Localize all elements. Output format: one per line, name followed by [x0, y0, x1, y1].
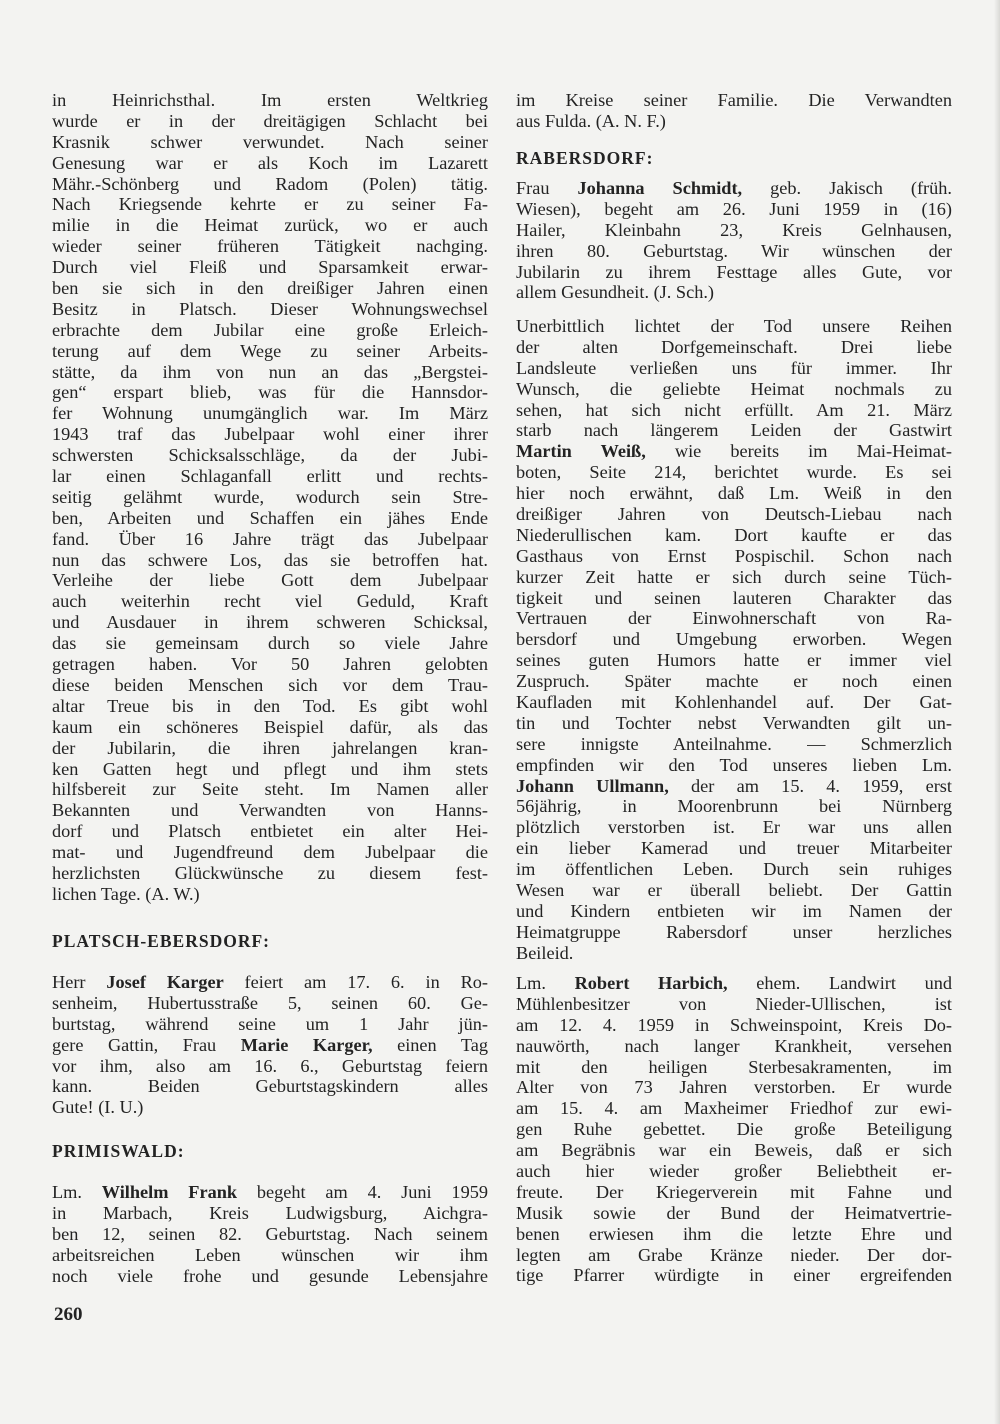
text-segment: allem Gesundheit. (J. Sch.) — [516, 282, 715, 303]
text-segment: fer Wohnung unumgänglich war. Im März — [52, 403, 488, 424]
text-line — [516, 546, 952, 567]
text-line — [516, 943, 952, 964]
text-line — [52, 759, 488, 780]
text-line — [516, 1098, 952, 1119]
text-line — [52, 299, 488, 320]
text-line — [52, 278, 488, 299]
text-line — [516, 994, 952, 1015]
text-segment: und Ausdauer in ihrem schweren Schicksal, — [52, 612, 488, 633]
text-line — [52, 696, 488, 717]
text-segment: freute. Der Kriegerverein mit Fahne und — [516, 1181, 952, 1202]
text-segment: das sie gemeinsam durch so viele Jahre — [52, 633, 488, 654]
text-segment: nauwörth, nach langer Krankheit, versehen — [516, 1035, 952, 1056]
text-line — [516, 1015, 952, 1036]
text-line — [52, 1203, 488, 1224]
text-segment: Jubilarin zu ihrem Festtage alles Gute, vor — [516, 261, 952, 282]
text-line — [52, 1035, 488, 1056]
text-segment: dreißiger Jahren von Deutsch-Liebau nach — [516, 504, 952, 525]
text-segment: einen Tag — [372, 1034, 488, 1055]
text-segment: wie bereits im Mai-Heimat- — [645, 441, 952, 462]
text-line — [52, 508, 488, 529]
text-line — [516, 199, 952, 220]
text-segment: ben 12, seinen 82. Geburtstag. Nach seinem — [52, 1223, 488, 1244]
paragraph — [516, 178, 952, 303]
text-line — [52, 466, 488, 487]
person-name: Josef Karger — [106, 972, 224, 992]
text-segment: ken Gatten hegt und pflegt und ihm stets — [52, 758, 488, 779]
text-line — [516, 400, 952, 421]
paragraph — [52, 90, 488, 905]
text-line — [52, 487, 488, 508]
text-segment: Durch viel Fleiß und Sparsamkeit erwar- — [52, 257, 488, 278]
text-segment: ehem. Landwirt und — [727, 973, 953, 993]
text-segment: Vertrauen der Einwohnerschaft von Ra- — [516, 608, 952, 629]
text-line — [516, 973, 952, 994]
text-segment: auch hier wieder großer Beliebtheit er- — [516, 1161, 952, 1182]
text-line — [516, 671, 952, 692]
text-segment: und Kindern entbieten wir im Namen der — [516, 900, 952, 921]
text-segment: fand. Über 16 Jahre trägt das Jubelpaar — [52, 528, 488, 549]
text-segment: altar Treue bis in den Tod. Es gibt wohl — [52, 695, 488, 716]
text-line — [52, 738, 488, 759]
text-line — [516, 817, 952, 838]
text-line — [52, 111, 488, 132]
text-segment: geb. Jakisch (früh. — [742, 178, 952, 198]
text-line — [52, 1182, 488, 1203]
text-line — [52, 591, 488, 612]
text-line — [516, 1057, 952, 1078]
text-line — [516, 220, 952, 241]
text-line — [516, 1265, 952, 1286]
text-segment: Beileid. — [516, 942, 574, 963]
text-segment: Herr — [52, 972, 107, 992]
text-line — [516, 525, 952, 546]
text-line — [516, 504, 952, 525]
text-line — [516, 880, 952, 901]
text-line — [52, 215, 488, 236]
text-segment: Zuspruch. Später machte er noch einen — [516, 671, 952, 692]
text-line — [516, 462, 952, 483]
text-line — [516, 111, 952, 132]
text-line — [516, 1203, 952, 1224]
text-segment: Unerbittlich lichtet der Tod unsere Reihen — [516, 316, 952, 336]
text-segment: stätte, da ihm von nun an das „Bergstei- — [52, 361, 488, 382]
text-segment: kurzer Zeit hatte er sich durch seine Tüch- — [516, 566, 952, 587]
text-segment: wieder seiner früheren Tätigkeit nachging. — [52, 236, 488, 257]
text-segment: seines guten Humors hatte er immer viel — [516, 650, 952, 671]
section-heading: PRIMISWALD: — [52, 1141, 185, 1161]
paragraph — [516, 973, 952, 1286]
person-name: Martin Weiß, — [516, 441, 646, 462]
text-segment: lar einen Schlaganfall erlitt und rechts- — [52, 466, 488, 487]
text-segment: ben, Arbeiten und Schaffen ein jähes Ende — [52, 507, 488, 528]
text-segment: plötzlich verstorben ist. Er war uns allen — [516, 817, 952, 838]
text-segment: vor ihm, also am 16. 6., Geburtstag feiern — [52, 1055, 488, 1076]
text-line — [516, 90, 952, 111]
text-line — [516, 796, 952, 817]
text-segment: gen Ruhe gebettet. Die große Beteiligung — [516, 1119, 952, 1140]
text-line — [516, 1182, 952, 1203]
text-segment: tigkeit und seinen lauteren Charakter das — [516, 587, 952, 608]
person-name: Robert Harbich, — [574, 973, 728, 993]
text-line — [52, 1245, 488, 1266]
text-segment: Genesung war er als Koch im Lazarett — [52, 152, 488, 173]
text-segment: Heimatgruppe Rabersdorf unser herzliches — [516, 921, 952, 942]
text-segment: gere Gattin, Frau — [52, 1034, 241, 1055]
text-line — [516, 1161, 952, 1182]
text-segment: Mühlenbesitzer von Nieder-Ullischen, ist — [516, 993, 952, 1014]
text-segment: empfinden wir den Tod unseres lieben Lm. — [516, 754, 952, 775]
text-segment: Verleihe der liebe Gott dem Jubelpaar — [52, 570, 488, 591]
text-segment: herzlichsten Glückwünsche zu diesem fest- — [52, 862, 488, 883]
paragraph — [516, 316, 952, 964]
text-segment: bersdorf und Umgebung erworben. Wegen — [516, 629, 952, 650]
text-line — [516, 379, 952, 400]
person-name: Wilhelm Frank — [101, 1182, 238, 1202]
text-segment: mat- und Jugendfreund dem Jubelpaar die — [52, 842, 488, 863]
text-segment: hilfsbereit zur Seite steht. Im Namen aller — [52, 779, 488, 800]
text-line — [52, 1076, 488, 1097]
text-line — [52, 320, 488, 341]
text-segment: boten, Seite 214, berichtet wurde. Es sei — [516, 462, 952, 483]
text-line — [52, 675, 488, 696]
text-line — [516, 420, 952, 441]
text-line — [52, 821, 488, 842]
text-line — [52, 341, 488, 362]
text-line — [52, 884, 488, 905]
text-line — [52, 717, 488, 738]
text-line — [516, 650, 952, 671]
text-segment: im öffentlichen Leben. Durch sein ruhiges — [516, 859, 952, 880]
text-segment: tige Pfarrer würdigte in einer ergreifenden — [516, 1265, 952, 1286]
text-segment: Lm. — [52, 1182, 102, 1202]
text-line — [516, 755, 952, 776]
text-segment: dorf und Platsch entbietet ein alter Hei- — [52, 821, 488, 842]
text-segment: nun das schwere Los, das sie betroffen hat. — [52, 549, 488, 570]
text-segment: seitig gelähmt wurde, wodurch sein Stre- — [52, 486, 488, 507]
text-line — [52, 972, 488, 993]
text-segment: hier noch erwähnt, daß Lm. Weiß in den — [516, 483, 952, 504]
text-line — [52, 1097, 488, 1118]
text-segment: terung auf dem Wege zu seiner Arbeits- — [52, 340, 488, 361]
text-segment: Wiesen), begeht am 26. Juni 1959 in (16) — [516, 198, 952, 219]
text-line — [516, 629, 952, 650]
text-segment: diese beiden Menschen sich vor dem Trau- — [52, 674, 488, 695]
text-segment: aus Fulda. (A. N. F.) — [516, 110, 666, 131]
text-segment: erbrachte dem Jubilar eine große Erleich- — [52, 319, 488, 340]
section-heading: PLATSCH-EBERSDORF: — [52, 931, 270, 951]
text-segment: in Heinrichsthal. Im ersten Weltkrieg — [52, 90, 488, 110]
text-line — [516, 588, 952, 609]
text-segment: Musik sowie der Bund der Heimatvertrie- — [516, 1202, 952, 1223]
person-name: Johanna Schmidt, — [577, 178, 743, 198]
text-line — [516, 1077, 952, 1098]
text-segment: Wunsch, die geliebte Heimat nochmals zu — [516, 378, 952, 399]
text-line — [52, 842, 488, 863]
text-segment: gen“ erspart blieb, was für die Hannsdor- — [52, 382, 488, 403]
text-line — [52, 550, 488, 571]
text-line — [516, 1036, 952, 1057]
text-segment: 1943 traf das Jubelpaar wohl einer ihrer — [52, 424, 488, 445]
text-line — [516, 608, 952, 629]
text-segment: mit den heiligen Sterbesakramenten, im — [516, 1056, 952, 1077]
text-line — [516, 734, 952, 755]
text-segment: 56jährig, in Moorenbrunn bei Nürnberg — [516, 796, 952, 817]
text-segment: sere innigste Anteilnahme. — Schmerzlich — [516, 733, 952, 754]
text-line — [52, 445, 488, 466]
text-line — [52, 132, 488, 153]
text-line — [52, 654, 488, 675]
text-line — [516, 483, 952, 504]
text-line — [516, 1119, 952, 1140]
paragraph — [516, 90, 952, 132]
text-segment: schwersten Schicksalsschläge, da der Jubi- — [52, 445, 488, 466]
text-line — [516, 358, 952, 379]
text-line — [516, 1140, 952, 1161]
text-line — [52, 529, 488, 550]
text-line — [52, 194, 488, 215]
text-line — [52, 90, 488, 111]
text-line — [516, 859, 952, 880]
text-line — [52, 863, 488, 884]
text-segment: am 15. 4. am Maxheimer Friedhof zur ewi- — [516, 1098, 952, 1119]
text-line — [516, 1224, 952, 1245]
text-line — [52, 403, 488, 424]
text-segment: ihren 80. Geburtstag. Wir wünschen der — [516, 240, 952, 261]
text-line — [516, 692, 952, 713]
text-line — [516, 922, 952, 943]
text-line — [516, 241, 952, 262]
text-line — [52, 612, 488, 633]
text-segment: lichen Tage. (A. W.) — [52, 883, 200, 904]
text-segment: Krasnik schwer verwundet. Nach seiner — [52, 131, 488, 152]
paragraph — [52, 972, 488, 1118]
text-line — [52, 1224, 488, 1245]
text-line — [516, 282, 952, 303]
text-segment: wurde er in der dreitägigen Schlacht bei — [52, 110, 488, 131]
text-line — [52, 174, 488, 195]
section-heading: RABERSDORF: — [516, 148, 654, 168]
text-line — [516, 1245, 952, 1266]
text-line — [516, 337, 952, 358]
text-segment: Kaufladen mit Kohlenhandel auf. Der Gat- — [516, 692, 952, 713]
text-segment: der am 15. 4. 1959, erst — [668, 775, 952, 796]
text-line — [52, 362, 488, 383]
text-segment: Niederullischen kam. Dort kaufte er das — [516, 524, 952, 545]
text-segment: am Begräbnis war ein Beweis, daß er sich — [516, 1140, 952, 1161]
text-segment: auch weiterhin recht viel Geduld, Kraft — [52, 591, 488, 612]
text-segment: begeht am 4. Juni 1959 — [237, 1182, 488, 1202]
text-segment: Hailer, Kleinbahn 23, Kreis Gelnhausen, — [516, 219, 952, 240]
text-line — [52, 779, 488, 800]
text-segment: am 12. 4. 1959 in Schweinspoint, Kreis Do- — [516, 1014, 952, 1035]
text-segment: Wesen war er überall beliebt. Der Gattin — [516, 880, 952, 901]
text-segment: tin und Tochter nebst Verwandten gilt un- — [516, 712, 952, 733]
page-edge-shadow — [994, 0, 1000, 1424]
text-line — [516, 776, 952, 797]
text-segment: der alten Dorfgemeinschaft. Drei liebe — [516, 336, 952, 357]
text-segment: Gute! (I. U.) — [52, 1097, 144, 1118]
text-line — [516, 901, 952, 922]
person-name: Johann Ullmann, — [516, 775, 669, 796]
text-line — [52, 993, 488, 1014]
text-line — [52, 1014, 488, 1035]
text-segment: Bekannten und Verwandten von Hanns- — [52, 800, 488, 821]
text-line — [516, 567, 952, 588]
text-segment: Landsleute verließen uns für immer. Ihr — [516, 357, 952, 378]
text-segment: Frau — [516, 178, 578, 198]
text-segment: ein lieber Kamerad und treuer Mitarbeiter — [516, 838, 952, 859]
text-line — [52, 424, 488, 445]
text-segment: kann. Beiden Geburtstagskindern alles — [52, 1076, 488, 1097]
text-segment: Mähr.-Schönberg und Radom (Polen) tätig. — [52, 173, 488, 194]
text-segment: starb nach längerem Leiden der Gastwirt — [516, 420, 952, 441]
text-segment: arbeitsreichen Leben wünschen wir ihm — [52, 1244, 488, 1265]
text-segment: Nach Kriegsende kehrte er zu seiner Fa- — [52, 194, 488, 215]
text-line — [516, 441, 952, 462]
text-line — [516, 713, 952, 734]
text-segment: kaum ein schöneres Beispiel dafür, als das — [52, 716, 488, 737]
text-line — [52, 800, 488, 821]
paragraph — [52, 1182, 488, 1286]
text-segment: in Marbach, Kreis Ludwigsburg, Aichgra- — [52, 1202, 488, 1223]
text-line — [516, 838, 952, 859]
text-line — [52, 570, 488, 591]
text-line — [516, 262, 952, 283]
text-line — [52, 1266, 488, 1287]
person-name: Marie Karger, — [240, 1034, 373, 1055]
page-number: 260 — [54, 1304, 83, 1325]
text-segment: feiert am 17. 6. in Ro- — [223, 972, 489, 992]
text-segment: Lm. — [516, 973, 575, 993]
text-line — [52, 633, 488, 654]
text-segment: milie in die Heimat zurück, wo er auch — [52, 215, 488, 236]
text-line — [52, 153, 488, 174]
text-segment: noch viele frohe und gesunde Lebensjahre — [52, 1265, 488, 1286]
text-line — [52, 257, 488, 278]
text-line — [52, 1056, 488, 1077]
text-segment: sehen, hat sich nicht erfüllt. Am 21. März — [516, 399, 952, 420]
text-segment: ben sie sich in den dreißiger Jahren einen — [52, 278, 488, 299]
text-segment: der Jubilarin, die ihren jahrelangen kran- — [52, 737, 488, 758]
text-segment: senheim, Hubertusstraße 5, seinen 60. Ge- — [52, 992, 488, 1013]
text-segment: Gasthaus von Ernst Pospischil. Schon nach — [516, 545, 952, 566]
text-line — [52, 382, 488, 403]
text-segment: legten am Grabe Kränze nieder. Der dor- — [516, 1244, 952, 1265]
text-line — [52, 236, 488, 257]
text-segment: Alter von 73 Jahren verstorben. Er wurde — [516, 1077, 952, 1098]
text-line — [516, 178, 952, 199]
text-segment: benen erwiesen ihm die letzte Ehre und — [516, 1223, 952, 1244]
text-segment: getragen haben. Vor 50 Jahren gelobten — [52, 654, 488, 675]
text-segment: im Kreise seiner Familie. Die Verwandten — [516, 90, 952, 110]
text-segment: Besitz in Platsch. Dieser Wohnungswechsel — [52, 298, 488, 319]
text-line — [516, 316, 952, 337]
text-segment: burtstag, während seine um 1 Jahr jün- — [52, 1013, 488, 1034]
